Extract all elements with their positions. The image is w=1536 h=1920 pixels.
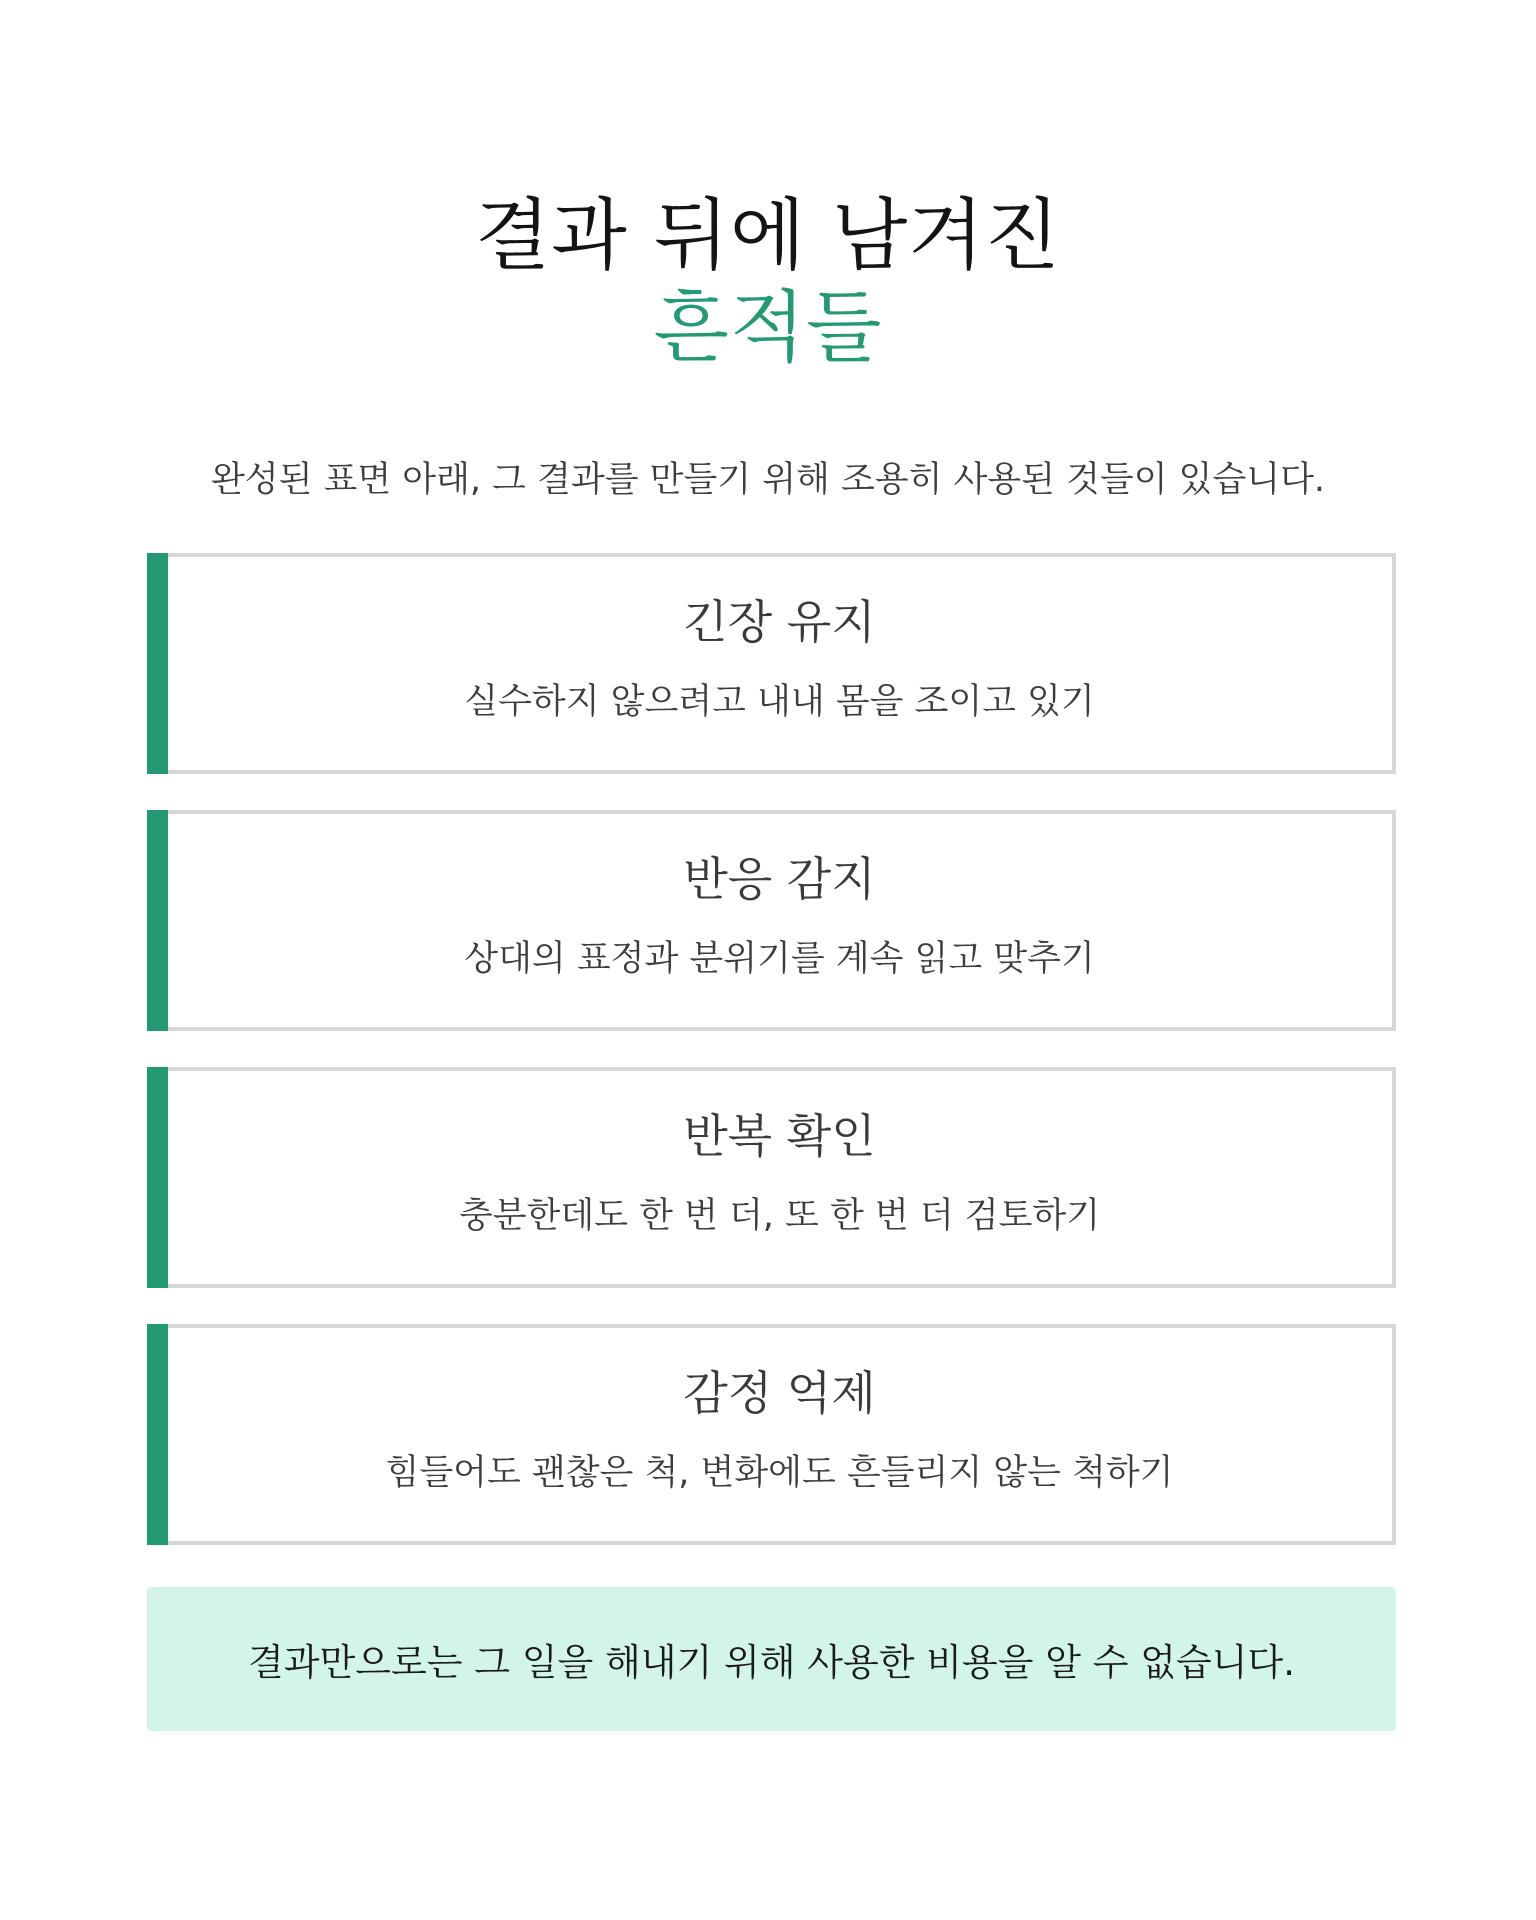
card-accent-bar xyxy=(147,810,168,1031)
trace-card xyxy=(147,1324,1396,1545)
page-title-line-1: 결과 뒤에 남겨진 xyxy=(474,191,1062,281)
card-accent-bar xyxy=(147,1067,168,1288)
card-title: 반응 감지 xyxy=(683,852,876,906)
summary-text: 결과만으로는 그 일을 해내기 위해 사용한 비용을 알 수 없습니다. xyxy=(248,1641,1295,1684)
trace-card xyxy=(147,810,1396,1031)
trace-card xyxy=(147,1067,1396,1288)
summary-callout xyxy=(147,1587,1396,1731)
card-description: 충분한데도 한 번 더, 또 한 번 더 검토하기 xyxy=(458,1196,1101,1236)
intro-text: 완성된 표면 아래, 그 결과를 만들기 위해 조용히 사용된 것들이 있습니다. xyxy=(211,460,1325,500)
page-title-highlight: 흔적들 xyxy=(653,283,883,373)
card-accent-bar xyxy=(147,1324,168,1545)
card-accent-bar xyxy=(147,553,168,774)
card-description: 실수하지 않으려고 내내 몸을 조이고 있기 xyxy=(464,682,1095,722)
card-description: 힘들어도 괜찮은 척, 변화에도 흔들리지 않는 척하기 xyxy=(385,1453,1174,1493)
card-description: 상대의 표정과 분위기를 계속 읽고 맞추기 xyxy=(464,939,1095,979)
page-title xyxy=(0,190,1536,374)
trace-card-list xyxy=(147,553,1396,1581)
trace-card xyxy=(147,553,1396,774)
card-title: 긴장 유지 xyxy=(683,595,876,649)
card-title: 감정 억제 xyxy=(683,1366,876,1420)
card-title: 반복 확인 xyxy=(683,1109,876,1163)
